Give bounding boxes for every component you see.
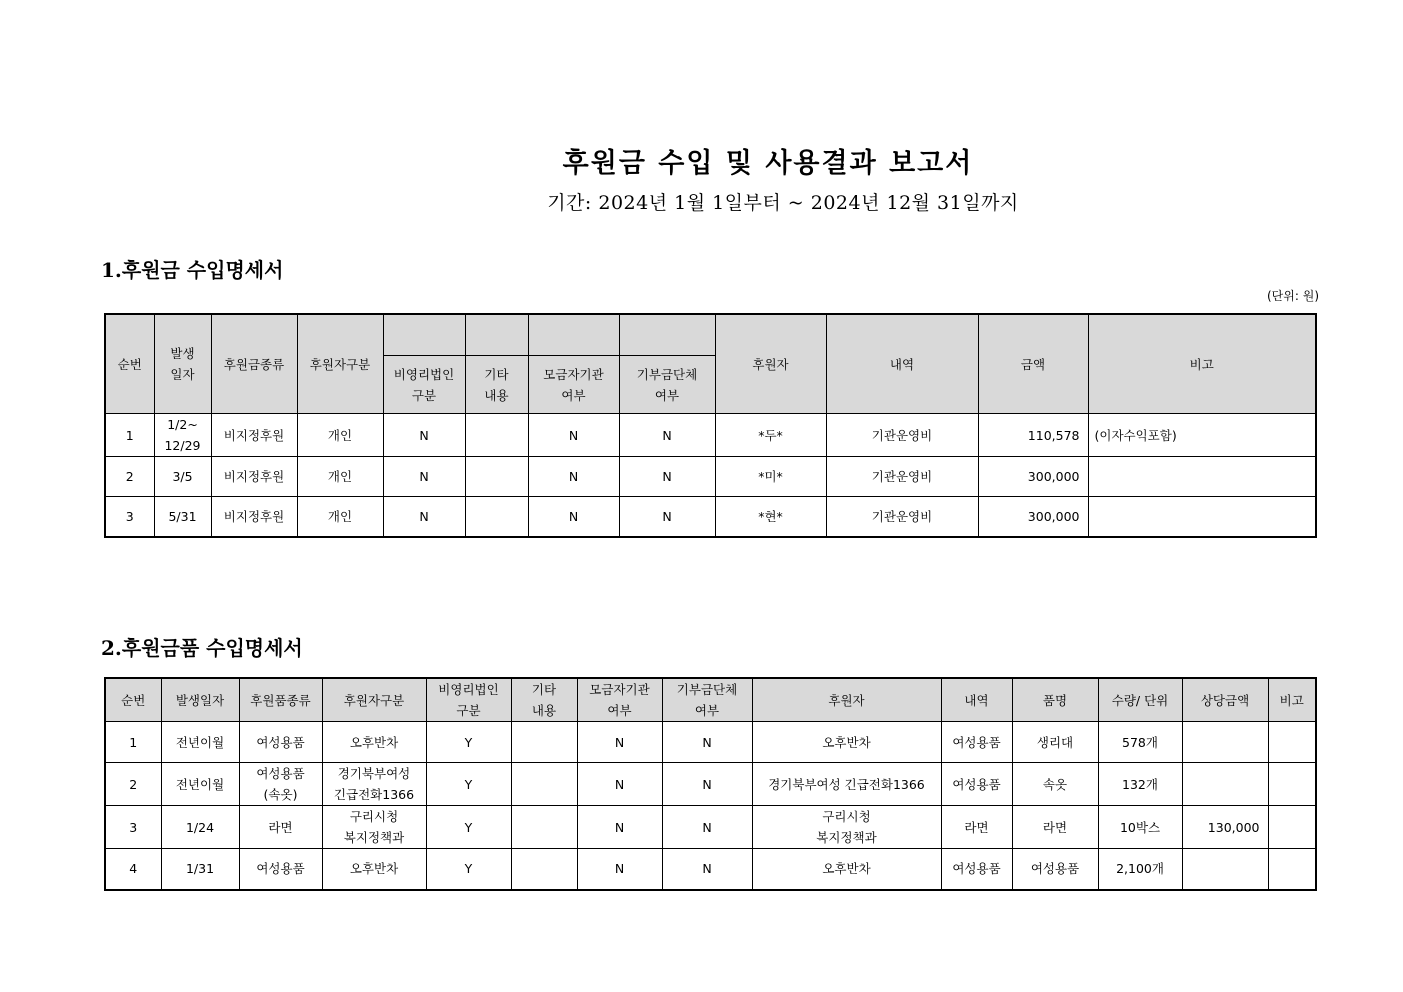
- cell-note: [1268, 763, 1316, 806]
- cell-item: 라면: [1012, 806, 1098, 849]
- cell-note: [1268, 722, 1316, 763]
- cell-donor: 오후반차: [752, 849, 941, 890]
- section2-heading: 2.후원금품 수입명세서: [101, 636, 303, 660]
- header-item: 품명: [1012, 678, 1098, 722]
- cell-note: [1088, 457, 1316, 497]
- cell-donor-line1: 구리시청: [822, 809, 871, 824]
- cell-note: (이자수익포함): [1088, 414, 1316, 457]
- cell-nonprofit: Y: [426, 849, 511, 890]
- cell-donor-line2: 복지정책과: [816, 830, 877, 845]
- cell-qty: 10박스: [1098, 806, 1182, 849]
- header-donor-type: 후원자구분: [297, 314, 383, 414]
- cell-date-line1: 1/2~: [167, 417, 198, 432]
- table-row: [105, 414, 1316, 457]
- header-etc: [511, 678, 577, 722]
- cell-type: 라면: [239, 806, 322, 849]
- header-detail: 내역: [941, 678, 1012, 722]
- cell-donor-type: 개인: [297, 457, 383, 497]
- cell-donation-org: N: [619, 497, 715, 537]
- header-fundraiser-label: [529, 356, 619, 413]
- cell-type: 여성용품: [239, 849, 322, 890]
- header-type: 후원금종류: [211, 314, 297, 414]
- header-fundraiser-line2: 여부: [607, 703, 632, 718]
- table-header-row: [105, 314, 1316, 414]
- header-spacer: [384, 315, 465, 356]
- cell-donation-org: N: [662, 722, 752, 763]
- header-donation-org-line2: 여부: [654, 387, 680, 403]
- cell-amount: 300,000: [978, 457, 1088, 497]
- cell-donor: [752, 806, 941, 849]
- report-period: 기간: 2024년 1월 1일부터 ~ 2024년 12월 31일까지: [547, 192, 1019, 214]
- cell-donor-type: [322, 763, 426, 806]
- cell-item: 여성용품: [1012, 849, 1098, 890]
- header-date-line2: 일자: [170, 367, 195, 382]
- table-row: [105, 497, 1316, 537]
- cell-nonprofit: N: [383, 414, 465, 457]
- header-donor-type: 후원자구분: [322, 678, 426, 722]
- header-nonprofit-label: [384, 356, 465, 413]
- cell-note: [1268, 806, 1316, 849]
- cell-donation-org: N: [619, 414, 715, 457]
- header-detail: 내역: [826, 314, 978, 414]
- cell-date: 1/31: [161, 849, 239, 890]
- header-spacer: [466, 315, 528, 356]
- unit-label: (단위: 원): [1267, 289, 1319, 303]
- cell-etc: [465, 457, 528, 497]
- cell-donor: 오후반차: [752, 722, 941, 763]
- cell-date: [154, 414, 211, 457]
- goods-income-table: [104, 677, 1317, 891]
- cell-no: 1: [105, 722, 161, 763]
- cell-donor-type: [322, 806, 426, 849]
- cell-value: [1182, 849, 1268, 890]
- header-fundraiser-line1: 모금자기관: [589, 682, 650, 697]
- cell-fundraiser: N: [577, 763, 662, 806]
- cell-etc: [465, 497, 528, 537]
- header-fundraiser: [577, 678, 662, 722]
- header-note: 비고: [1268, 678, 1316, 722]
- donation-income-table: [104, 313, 1317, 538]
- cell-etc: [511, 806, 577, 849]
- cell-no: 3: [105, 497, 154, 537]
- cell-type: 비지정후원: [211, 457, 297, 497]
- header-nonprofit: [426, 678, 511, 722]
- cell-date: 1/24: [161, 806, 239, 849]
- header-date-line1: 발생: [170, 346, 195, 361]
- header-nonprofit-line1: 비영리법인: [393, 366, 455, 382]
- cell-donor-type: 오후반차: [322, 849, 426, 890]
- header-date: [154, 314, 211, 414]
- cell-no: 3: [105, 806, 161, 849]
- header-donor: 후원자: [752, 678, 941, 722]
- table-header-row: [105, 678, 1316, 722]
- table-row: [105, 457, 1316, 497]
- header-etc-label: [466, 356, 528, 413]
- cell-value: [1182, 722, 1268, 763]
- header-etc-line2: 내용: [484, 387, 509, 403]
- cell-amount: 300,000: [978, 497, 1088, 537]
- cell-detail: 여성용품: [941, 722, 1012, 763]
- cell-no: 2: [105, 763, 161, 806]
- cell-donor-type: 오후반차: [322, 722, 426, 763]
- header-amount: 금액: [978, 314, 1088, 414]
- cell-qty: 578개: [1098, 722, 1182, 763]
- header-nonprofit-line2: 구분: [456, 703, 481, 718]
- header-donation-org-line1: 기부금단체: [636, 366, 698, 382]
- header-donor: 후원자: [715, 314, 826, 414]
- cell-date: 전년이월: [161, 722, 239, 763]
- cell-detail: 여성용품: [941, 763, 1012, 806]
- cell-no: 2: [105, 457, 154, 497]
- cell-fundraiser: N: [577, 849, 662, 890]
- cell-etc: [511, 849, 577, 890]
- header-donation-org-line2: 여부: [694, 703, 720, 718]
- cell-fundraiser: N: [528, 497, 619, 537]
- header-value: 상당금액: [1182, 678, 1268, 722]
- header-spacer: [620, 315, 715, 356]
- cell-fundraiser: N: [577, 722, 662, 763]
- report-title: 후원금 수입 및 사용결과 보고서: [562, 148, 974, 179]
- cell-donor-type: 개인: [297, 414, 383, 457]
- cell-item: 생리대: [1012, 722, 1098, 763]
- cell-detail: 여성용품: [941, 849, 1012, 890]
- table-row: [105, 763, 1316, 806]
- cell-nonprofit: N: [383, 497, 465, 537]
- cell-no: 4: [105, 849, 161, 890]
- cell-nonprofit: Y: [426, 722, 511, 763]
- cell-nonprofit: Y: [426, 763, 511, 806]
- cell-qty: 132개: [1098, 763, 1182, 806]
- cell-donor-type-line2: 긴급전화1366: [333, 787, 415, 802]
- cell-date: 전년이월: [161, 763, 239, 806]
- header-fundraiser-line1: 모금자기관: [543, 366, 604, 382]
- header-note: 비고: [1088, 314, 1316, 414]
- header-etc-line1: 기타: [531, 682, 557, 697]
- header-donation-org-label: [620, 356, 715, 413]
- cell-type: 비지정후원: [211, 497, 297, 537]
- header-etc: [465, 314, 528, 414]
- cell-type: 비지정후원: [211, 414, 297, 457]
- table-row: [105, 722, 1316, 763]
- cell-item: 속옷: [1012, 763, 1098, 806]
- cell-date-line2: 12/29: [164, 438, 201, 453]
- header-nonprofit: [383, 314, 465, 414]
- header-nonprofit-line2: 구분: [411, 387, 437, 403]
- cell-donor: 경기북부여성 긴급전화1366: [752, 763, 941, 806]
- cell-donor-type: 개인: [297, 497, 383, 537]
- cell-donation-org: N: [662, 806, 752, 849]
- header-donation-org: [619, 314, 715, 414]
- cell-donation-org: N: [662, 849, 752, 890]
- header-type: 후원품종류: [239, 678, 322, 722]
- header-no: 순번: [105, 314, 154, 414]
- cell-detail: 라면: [941, 806, 1012, 849]
- cell-note: [1268, 849, 1316, 890]
- cell-detail: 기관운영비: [826, 497, 978, 537]
- cell-fundraiser: N: [577, 806, 662, 849]
- cell-etc: [511, 763, 577, 806]
- cell-donor: *두*: [715, 414, 826, 457]
- header-donation-org-line1: 기부금단체: [676, 682, 738, 697]
- cell-value: 130,000: [1182, 806, 1268, 849]
- cell-type-line2: (속옷): [263, 787, 298, 802]
- cell-donation-org: N: [662, 763, 752, 806]
- cell-donor: *현*: [715, 497, 826, 537]
- cell-etc: [465, 414, 528, 457]
- cell-etc: [511, 722, 577, 763]
- header-date: 발생일자: [161, 678, 239, 722]
- cell-nonprofit: N: [383, 457, 465, 497]
- cell-type: 여성용품: [239, 722, 322, 763]
- header-donation-org: [662, 678, 752, 722]
- cell-qty: 2,100개: [1098, 849, 1182, 890]
- cell-note: [1088, 497, 1316, 537]
- header-fundraiser-line2: 여부: [561, 387, 586, 403]
- table-row: [105, 849, 1316, 890]
- header-qty: 수량/ 단위: [1098, 678, 1182, 722]
- cell-type-line1: 여성용품: [256, 766, 305, 781]
- cell-detail: 기관운영비: [826, 414, 978, 457]
- cell-no: 1: [105, 414, 154, 457]
- cell-donor-type-line1: 경기북부여성: [337, 766, 411, 781]
- cell-value: [1182, 763, 1268, 806]
- cell-donor-type-line1: 구리시청: [349, 809, 399, 824]
- cell-donor-type-line2: 복지정책과: [343, 830, 405, 845]
- header-spacer: [529, 315, 619, 356]
- header-fundraiser: [528, 314, 619, 414]
- header-nonprofit-line1: 비영리법인: [438, 682, 499, 697]
- cell-donation-org: N: [619, 457, 715, 497]
- cell-amount: 110,578: [978, 414, 1088, 457]
- cell-date: 3/5: [154, 457, 211, 497]
- header-etc-line1: 기타: [484, 366, 509, 382]
- cell-detail: 기관운영비: [826, 457, 978, 497]
- header-etc-line2: 내용: [531, 703, 557, 718]
- cell-fundraiser: N: [528, 457, 619, 497]
- table-row: [105, 806, 1316, 849]
- section1-heading: 1.후원금 수입명세서: [101, 258, 284, 282]
- cell-type: [239, 763, 322, 806]
- cell-donor: *미*: [715, 457, 826, 497]
- cell-nonprofit: Y: [426, 806, 511, 849]
- cell-fundraiser: N: [528, 414, 619, 457]
- cell-date: 5/31: [154, 497, 211, 537]
- header-no: 순번: [105, 678, 161, 722]
